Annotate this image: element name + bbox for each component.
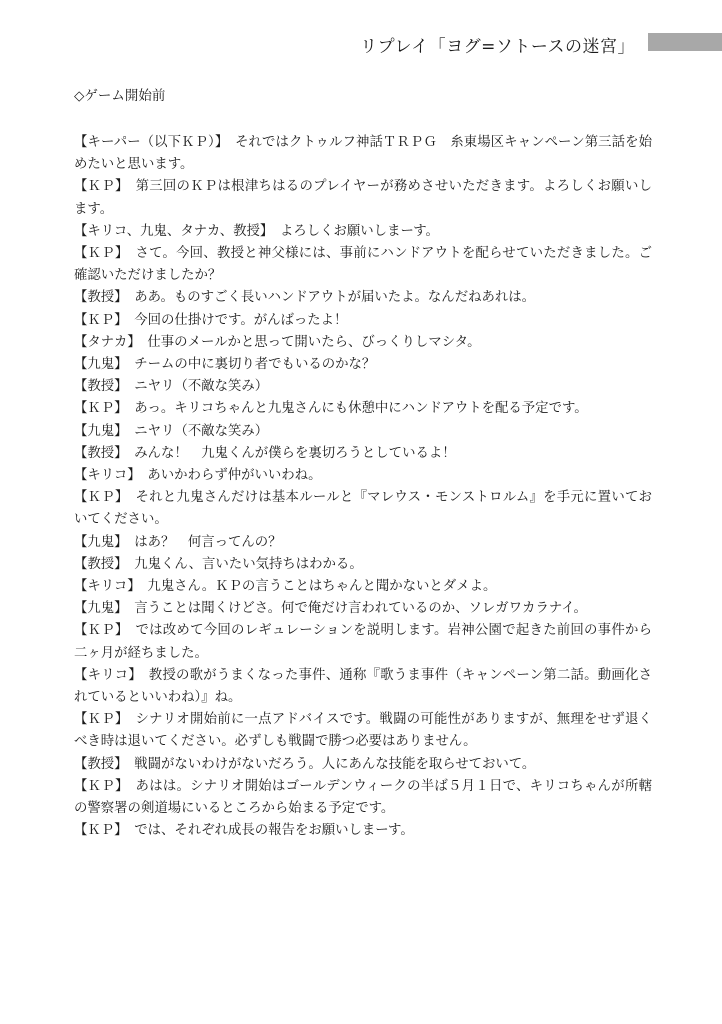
dialogue-line <box>74 421 652 443</box>
speaker-label: 【ＫＰ】 <box>74 401 121 417</box>
dialogue-text: ニヤリ（不敵な笑み） <box>120 423 269 439</box>
dialogue-text: では改めて今回のレギュレーションを説明します。岩神公園で起きた前回の事件から二ヶ月が経ちました。 <box>74 623 652 661</box>
dialogue-text: 言うことは聞くけどさ。何で俺だけ言われているのか、ソレガワカラナイ。 <box>120 601 587 617</box>
dialogue-line <box>74 620 652 664</box>
dialogue-line <box>74 776 652 820</box>
dialogue-line <box>74 332 652 354</box>
speaker-label: 【ＫＰ】 <box>74 490 122 506</box>
dialogue-text: よろしくお願いしまーす。 <box>266 223 439 239</box>
dialogue-text: チームの中に裏切り者でもいるのかな？ <box>120 357 376 373</box>
speaker-label: 【教授】 <box>74 445 121 461</box>
speaker-label: 【九鬼】 <box>74 601 121 617</box>
dialogue-line <box>74 221 652 243</box>
dialogue-line <box>74 132 652 176</box>
header-bar <box>648 33 722 51</box>
speaker-label: 【教授】 <box>74 379 121 395</box>
dialogue-text: あいかわらず仲がいいわね。 <box>134 468 322 484</box>
dialogue-line <box>74 820 652 842</box>
dialogue-line <box>74 398 652 420</box>
dialogue-text: 今回の仕掛けです。がんばったよ！ <box>120 312 348 328</box>
dialogue-line <box>74 310 652 332</box>
dialogue-line <box>74 176 652 220</box>
speaker-label: 【ＫＰ】 <box>74 823 121 839</box>
speaker-label: 【ＫＰ】 <box>74 246 122 262</box>
dialogue-line <box>74 354 652 376</box>
dialogue-text: シナリオ開始前に一点アドバイスです。戦闘の可能性がありますが、無理をせず退くべき時は退いてください。必ずしも戦闘で勝つ必要はありません。 <box>74 712 652 750</box>
dialogue-line <box>74 487 652 531</box>
section-heading: ◇ゲーム開始前 <box>74 88 166 104</box>
speaker-label: 【九鬼】 <box>74 357 121 373</box>
dialogue-line <box>74 243 652 287</box>
dialogue-line <box>74 598 652 620</box>
speaker-label: 【ＫＰ】 <box>74 179 122 195</box>
speaker-label: 【九鬼】 <box>74 423 121 439</box>
dialogue-text: はあ？ 何言ってんの？ <box>120 534 282 550</box>
dialogue-text: それと九鬼さんだけは基本ルールと『マレウス・モンストロルム』を手元に置いておいてください。 <box>74 490 652 528</box>
speaker-label: 【ＫＰ】 <box>74 778 122 794</box>
speaker-label: 【キリコ】 <box>74 468 134 484</box>
dialogue-text: 戦闘がないわけがないだろう。人にあんな技能を取らせておいて。 <box>120 756 536 772</box>
dialogue-line <box>74 576 652 598</box>
dialogue-line <box>74 443 652 465</box>
dialogue-body <box>74 132 652 843</box>
dialogue-text: ああ。ものすごく長いハンドアウトが届いたよ。なんだねあれは。 <box>120 290 536 306</box>
dialogue-text: あっ。キリコちゃんと九鬼さんにも休憩中にハンドアウトを配る予定です。 <box>120 401 588 417</box>
dialogue-line <box>74 709 652 753</box>
dialogue-line <box>74 665 652 709</box>
dialogue-line <box>74 754 652 776</box>
dialogue-line <box>74 465 652 487</box>
dialogue-text: 九鬼さん。ＫＰの言うことはちゃんと聞かないとダメよ。 <box>134 579 497 595</box>
dialogue-line <box>74 376 652 398</box>
dialogue-text: さて。今回、教授と神父様には、事前にハンドアウトを配らせていただきました。ご確認いただけましたか？ <box>74 246 652 284</box>
dialogue-text: あはは。シナリオ開始はゴールデンウィークの半ば５月１日で、キリコちゃんが所轄の警察署の剣道場にいるところから始まる予定です。 <box>74 778 652 817</box>
speaker-label: 【ＫＰ】 <box>74 712 122 728</box>
speaker-label: 【キリコ、九鬼、タナカ、教授】 <box>74 223 267 239</box>
dialogue-text: では、それぞれ成長の報告をお願いしまーす。 <box>120 823 414 839</box>
dialogue-text: それではクトゥルフ神話ＴＲＰＧ 糸東場区キャンペーン第三話を始めたいと思います。 <box>74 135 652 173</box>
dialogue-line <box>74 287 652 309</box>
speaker-label: 【教授】 <box>74 290 121 306</box>
dialogue-text: 教授の歌がうまくなった事件、通称『歌うま事件（キャンペーン第二話。動画化されているといいわね）』ね。 <box>74 667 652 706</box>
dialogue-text: ニヤリ（不敵な笑み） <box>120 379 269 395</box>
speaker-label: 【九鬼】 <box>74 534 121 550</box>
speaker-label: 【キーパー（以下ＫＰ）】 <box>74 135 222 150</box>
dialogue-text: みんな！ 九鬼くんが僕らを裏切ろうとしているよ！ <box>120 445 456 461</box>
speaker-label: 【キリコ】 <box>74 667 136 683</box>
speaker-label: 【教授】 <box>74 556 121 572</box>
dialogue-text: 仕事のメールかと思って開いたら、びっくりしマシタ。 <box>134 334 481 350</box>
dialogue-text: 九鬼くん、言いたい気持ちはわかる。 <box>120 556 363 572</box>
dialogue-text: 第三回のＫＰは根津ちはるのプレイヤーが務めさせいただきます。よろしくお願いします。 <box>74 179 652 217</box>
dialogue-line <box>74 554 652 576</box>
speaker-label: 【ＫＰ】 <box>74 312 121 328</box>
dialogue-line <box>74 532 652 554</box>
speaker-label: 【教授】 <box>74 756 121 772</box>
speaker-label: 【キリコ】 <box>74 579 134 595</box>
speaker-label: 【ＫＰ】 <box>74 623 122 639</box>
header-title: リプレイ「ヨグ=ソトースの迷宮」 <box>360 37 635 57</box>
speaker-label: 【タナカ】 <box>74 334 134 350</box>
